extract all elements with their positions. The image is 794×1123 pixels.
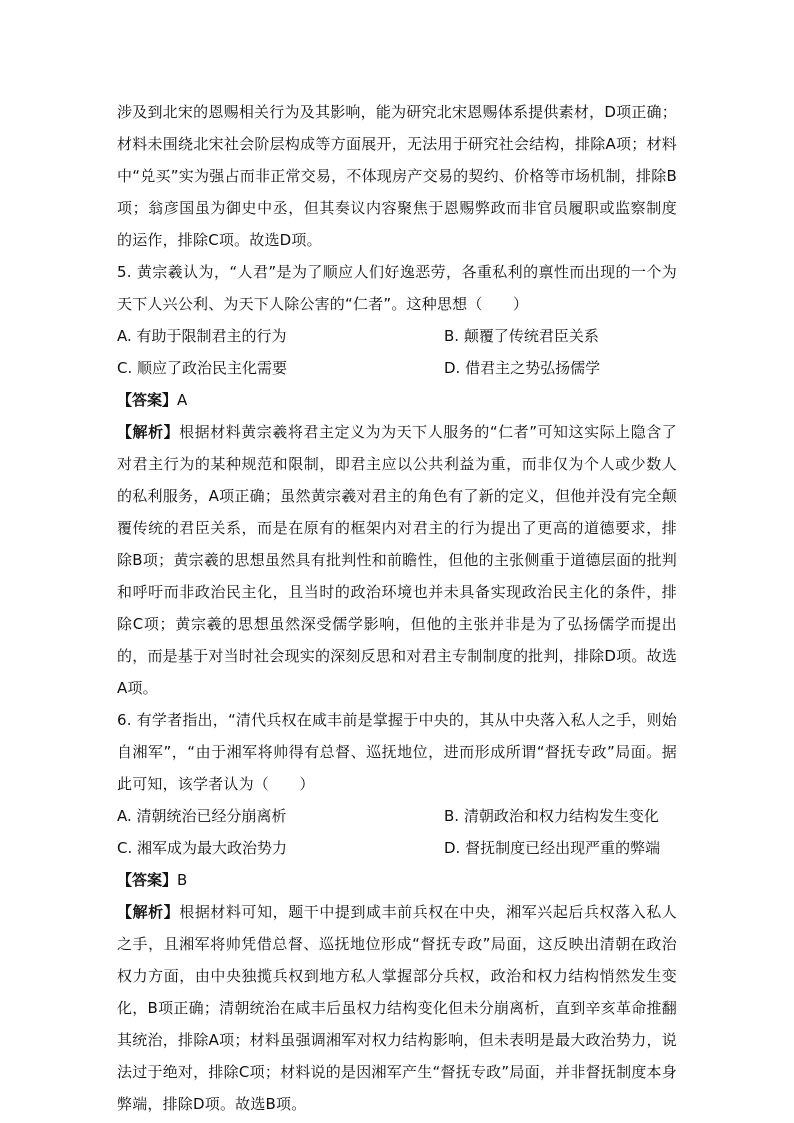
question-6 xyxy=(117,704,677,1120)
answer-value: A xyxy=(177,391,188,409)
question-5 xyxy=(117,256,677,704)
answer-label: 【答案】 xyxy=(117,871,178,889)
answer-value: B xyxy=(177,871,188,889)
analysis-text: 根据材料黄宗羲将君主定义为为天下人服务的“仁者”可知这实际上隐含了对君主行为的某种规范和限制，即君主应以公共利益为重，而非仅为个人或少数人的私利服务，A项正确；虽然黄宗羲对君主的角色有了新的定义，但他并没有完全颠覆传统的君臣关系，而是在原有的框架内对君主的行为提出了更高的道德要求，排除B项；黄宗羲的思想虽然具有批判性和前瞻性，但他的主张侧重于道德层面的批判和呼吁而非政治民主化，且当时的政治环境也并未具备实现政治民主化的条件，排除C项；黄宗羲的思想虽然深受儒学影响，但他的主张并非是为了弘扬儒学而提出的，而是基于对当时社会现实的深刻反思和对君主专制制度的批判，排除D项。故选A项。 xyxy=(117,423,677,697)
option-list xyxy=(117,800,677,864)
intro-paragraph: 涉及到北宋的恩赐相关行为及其影响，能为研究北宋恩赐体系提供素材，D项正确；材料未围绕北宋社会阶层构成等方面展开，无法用于研究社会结构，排除A项；材料中“兑买”实为强占而非正常交易，不体现房产交易的契约、价格等市场机制，排除B项；翁彦国虽为御史中丞，但其奏议内容聚焦于恩赐弊政而非官员履职或监察制度的运作，排除C项。故选D项。 xyxy=(117,103,677,249)
analysis-paragraph xyxy=(117,416,677,704)
question-stem: 5. 黄宗羲认为，“人君”是为了顺应人们好逸恶劳，各重私利的禀性而出现的一个为天下人兴公利、为天下人除公害的“仁者”。这种思想（ ） xyxy=(117,263,677,313)
answer-line xyxy=(117,864,677,896)
option-c: C. 湘军成为最大政治势力 xyxy=(117,839,288,857)
option-d: D. 借君主之势弘扬儒学 xyxy=(444,359,601,377)
option-list xyxy=(117,320,677,384)
analysis-label: 【解析】 xyxy=(117,903,180,921)
analysis-paragraph xyxy=(117,896,677,1120)
question-stem: 6. 有学者指出，“清代兵权在咸丰前是掌握于中央的，其从中央落入私人之手，则始自湘军”，“由于湘军将帅得有总督、巡抚地位，进而形成所谓“督抚专政”局面。据此可知，该学者认为（ ） xyxy=(117,711,678,793)
answer-label: 【答案】 xyxy=(117,391,178,409)
analysis-text: 根据材料可知，题干中提到咸丰前兵权在中央，湘军兴起后兵权落入私人之手，且湘军将帅凭借总督、巡抚地位形成“督抚专政”局面，这反映出清朝在政治权力方面，由中央独揽兵权到地方私人掌握部分兵权，政治和权力结构悄然发生变化，B项正确；清朝统治在咸丰后虽权力结构变化但未分崩离析，直到辛亥革命推翻其统治，排除A项；材料虽强调湘军对权力结构影响，但未表明是最大政治势力，说法过于绝对，排除C项；材料说的是因湘军产生“督抚专政”局面，并非督抚制度本身弊端，排除D项。故选B项。 xyxy=(117,903,677,1113)
document-page xyxy=(117,96,677,1120)
option-b: B. 颠覆了传统君臣关系 xyxy=(444,327,599,345)
answer-line xyxy=(117,384,677,416)
option-a: A. 清朝统治已经分崩离析 xyxy=(117,807,287,825)
analysis-label: 【解析】 xyxy=(117,423,180,441)
option-a: A. 有助于限制君主的行为 xyxy=(117,327,287,345)
option-b: B. 清朝政治和权力结构发生变化 xyxy=(444,807,659,825)
option-d: D. 督抚制度已经出现严重的弊端 xyxy=(444,839,661,857)
option-c: C. 顺应了政治民主化需要 xyxy=(117,359,288,377)
